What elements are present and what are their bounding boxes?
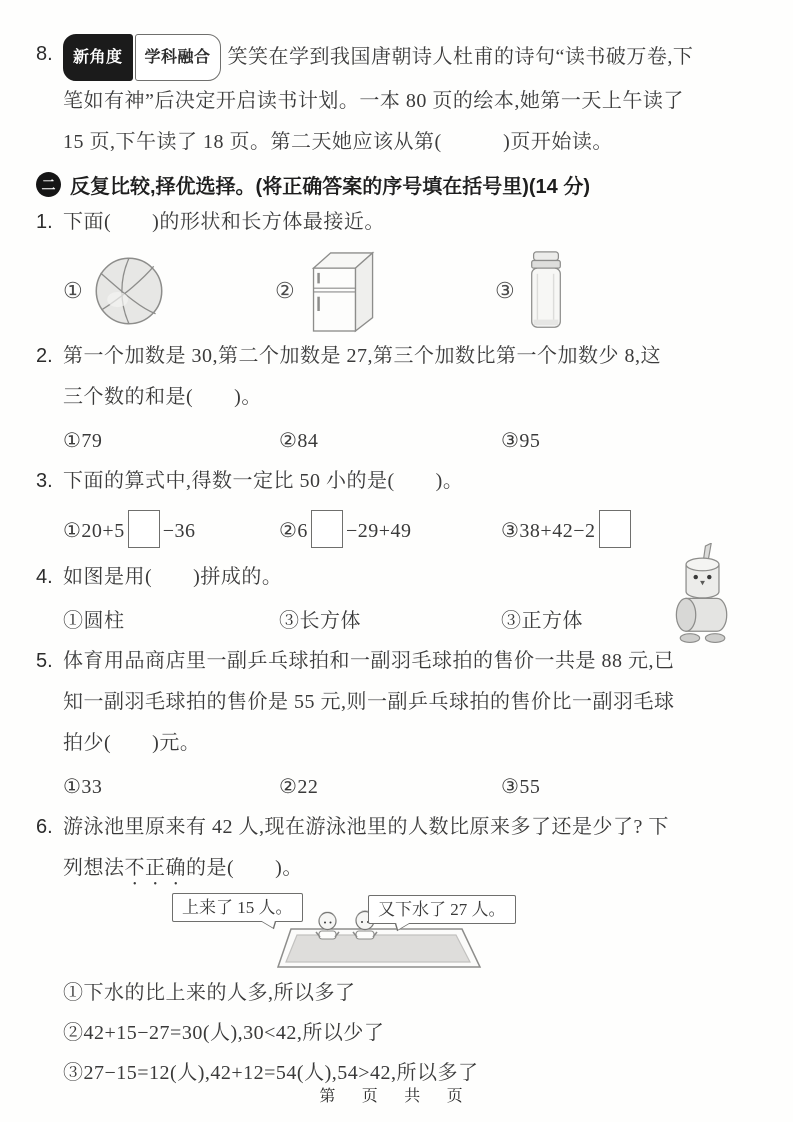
expression-pre: ③38+42−2 xyxy=(501,520,596,542)
q1-option-refrigerator xyxy=(275,247,495,335)
question-3 xyxy=(36,461,753,502)
question-6 xyxy=(36,807,753,890)
q3-expressions xyxy=(63,505,753,557)
section-2-header xyxy=(36,170,753,199)
option-3: ③55 xyxy=(501,776,541,798)
question-text-line: 游泳池里原来有 42 人,现在游泳池里的人数比原来多了还是少了? 下 xyxy=(63,816,669,838)
answer-box xyxy=(599,510,631,548)
option-3: ③27−15=12(人),42+12=54(人),54>42,所以多了 xyxy=(63,1062,479,1084)
q1-figure-row xyxy=(63,246,753,336)
question-text-line: 笔如有神”后决定开启读书计划。一本 80 页的绘本,她第一天上午读了 xyxy=(63,90,684,112)
expression-post: −36 xyxy=(162,520,196,542)
option-2: ③长方体 xyxy=(279,610,361,632)
expression-2 xyxy=(279,505,501,557)
q1-option-basketball xyxy=(63,254,275,328)
option-1: ①33 xyxy=(63,776,103,798)
question-number: 4. xyxy=(36,566,53,588)
q2-options xyxy=(63,421,753,461)
question-number: 5. xyxy=(36,650,53,672)
topic-badges xyxy=(63,34,221,81)
expression-pre: ①20+5 xyxy=(63,520,125,542)
question-number: 8. xyxy=(36,43,53,65)
question-text-line xyxy=(63,848,753,890)
question-1 xyxy=(36,202,753,243)
question-text-line: 如图是用( )拼成的。 xyxy=(63,566,283,588)
basketball-icon xyxy=(92,254,166,328)
speech-bubble-left xyxy=(172,893,303,922)
speech-bubble-text: 上来了 15 人。 xyxy=(182,898,293,917)
option-label: ③ xyxy=(495,278,515,303)
page-footer: 第 页 共 页 xyxy=(319,1088,474,1105)
answer-box xyxy=(128,510,160,548)
question-number: 6. xyxy=(36,816,53,838)
option-1: ①圆柱 xyxy=(63,610,125,632)
q6-option-2-row xyxy=(63,1013,753,1053)
option-3: ③95 xyxy=(501,430,541,452)
option-1: ①79 xyxy=(63,430,103,452)
speech-bubble-right xyxy=(368,895,516,924)
question-number: 1. xyxy=(36,211,53,233)
emphasized-text: 不正确 xyxy=(124,857,186,879)
option-2: ②22 xyxy=(279,776,319,798)
section-number-badge: 二 xyxy=(36,172,61,197)
option-3: ③正方体 xyxy=(501,610,583,632)
refrigerator-icon xyxy=(304,247,384,335)
expression-post: −29+49 xyxy=(345,520,412,542)
q1-option-bottle xyxy=(495,250,753,332)
question-4 xyxy=(36,557,753,598)
option-2: ②42+15−27=30(人),30<42,所以少了 xyxy=(63,1022,385,1044)
bottle-icon xyxy=(524,250,568,332)
question-2 xyxy=(36,336,753,418)
option-1: ①下水的比上来的人多,所以多了 xyxy=(63,982,356,1004)
question-text-line: 拍少( )元。 xyxy=(63,732,201,754)
question-5 xyxy=(36,641,753,764)
question-4-block xyxy=(36,557,753,641)
question-text-line: 知一副羽毛球拍的售价是 55 元,则一副乒乓球拍的售价比一副羽毛球 xyxy=(63,691,675,713)
cylinder-robot-illustration xyxy=(657,543,749,645)
speech-bubble-text: 又下水了 27 人。 xyxy=(378,900,506,919)
text-segment: 列想法 xyxy=(63,857,125,879)
question-number: 2. xyxy=(36,345,53,367)
q6-pool-figure xyxy=(172,893,652,971)
q5-options xyxy=(63,767,753,807)
option-2: ②84 xyxy=(279,430,319,452)
question-text-line: 三个数的和是( )。 xyxy=(63,386,262,408)
badge-subject-integration: 学科融合 xyxy=(135,34,221,81)
question-8 xyxy=(36,34,753,163)
answer-box xyxy=(311,510,343,548)
question-text-line: 下面的算式中,得数一定比 50 小的是( )。 xyxy=(63,470,464,492)
option-label: ② xyxy=(275,278,295,303)
question-text-line: 下面( )的形状和长方体最接近。 xyxy=(63,211,385,233)
expression-pre: ②6 xyxy=(279,520,308,542)
q4-options xyxy=(63,601,753,641)
question-text-line: 体育用品商店里一副乒乓球拍和一副羽毛球拍的售价一共是 88 元,已 xyxy=(63,650,675,672)
expression-1 xyxy=(63,505,279,557)
question-number: 3. xyxy=(36,470,53,492)
section-title: 反复比较,择优选择。(将正确答案的序号填在括号里)(14 分) xyxy=(70,176,590,198)
option-label: ① xyxy=(63,278,83,303)
text-segment: 的是( )。 xyxy=(186,857,303,879)
badge-new-angle: 新角度 xyxy=(63,34,133,81)
q6-option-1-row xyxy=(63,973,753,1013)
question-text-line: 笑笑在学到我国唐朝诗人杜甫的诗句“读书破万卷,下 xyxy=(227,46,694,68)
question-text-line: 15 页,下午读了 18 页。第二天她应该从第( )页开始读。 xyxy=(63,131,613,153)
question-text-line: 第一个加数是 30,第二个加数是 27,第三个加数比第一个加数少 8,这 xyxy=(63,345,661,367)
